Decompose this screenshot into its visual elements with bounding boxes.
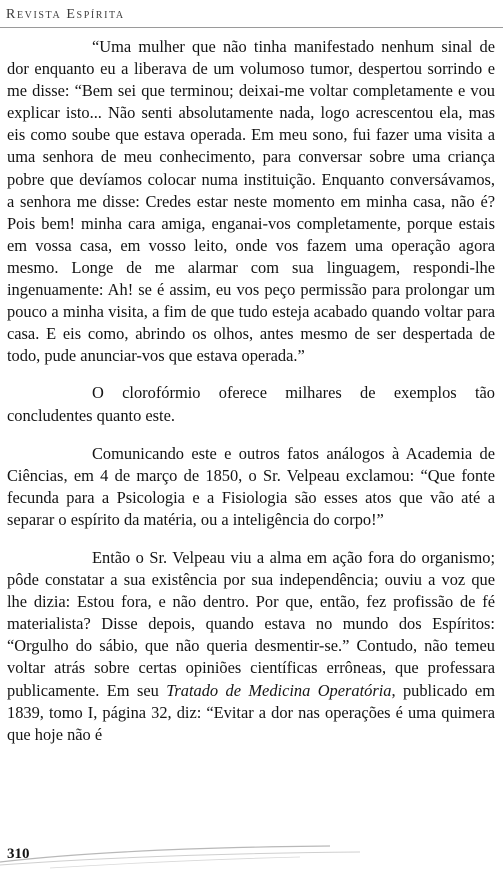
footer-swoosh-ornament [0,842,503,870]
running-header: Revista Espírita [6,7,125,22]
paragraph-chloroform: O clorofórmio oferece milhares de exemplos tão concludentes quanto este. [7,383,495,425]
page-body [7,36,495,760]
paragraph-text: Então o Sr. Velpeau viu a alma em ação fora do organismo; pôde constatar a sua existência por sua independência; ouviu a voz que lhe dizia: Estou fora, e não dentro. Por que, então, fez profissão de fé materialista? Disse depois, quando estava no mundo dos Espíritos: “Orgulho do sábio, que não queria desmentir-se.” Contudo, não temeu voltar atrás sobre certas opiniões científicas errôneas, que professara publicamente. Em seu [7,547,495,700]
paragraph-velpeau [7,547,495,746]
paragraph-quote: “Uma mulher que não tinha manifestado nenhum sinal de dor enquanto eu a liberava de um volumoso tumor, despertou sorrindo e me disse: “Bem sei que terminou; deixai-me voltar completamente e vou explicar isto... Não senti absolutamente nada, logo acrescentou ela, mas eis como soube que estava operada. Em meu sono, fui fazer uma visita a uma senhora de meu conhecimento, para conversar sobre uma criança pobre que devíamos colocar numa instituição. Enquanto conversávamos, a senhora me disse: Credes estar neste momento em minha casa, não é? Pois bem! minha cara amiga, enganai-vos completamente, porque estais em vossa casa, em vosso leito, onde vos fazem uma operação agora mesmo. Longe de me alarmar com sua linguagem, respondi-lhe ingenuamente: Ah! se é assim, eu vos peço permissão para prolongar um pouco a minha visita, a fim de que tudo esteja acabado quando voltar para casa. E eis como, abrindo os olhos, antes mesmo de ser despertada de todo, pude anunciar-vos que estava operada.” [7,37,495,366]
header-rule [0,27,503,28]
book-title: Tratado de Medicina Operatória [166,680,392,700]
paragraph-academy: Comunicando este e outros fatos análogos à Academia de Ciências, em 4 de março de 1850, o Sr. Velpeau exclamou: “Que fonte fecunda para a Psicologia e a Fisiologia são esses atos que vão até a separar o espírito da matéria, ou a inteligência do corpo!” [7,443,495,529]
page-number: 310 [7,846,30,862]
paragraph-text-continued: , publicado em 1839, tomo I, página 32, diz: “Evitar a dor nas operações é uma quimera que hoje não é [7,680,496,744]
